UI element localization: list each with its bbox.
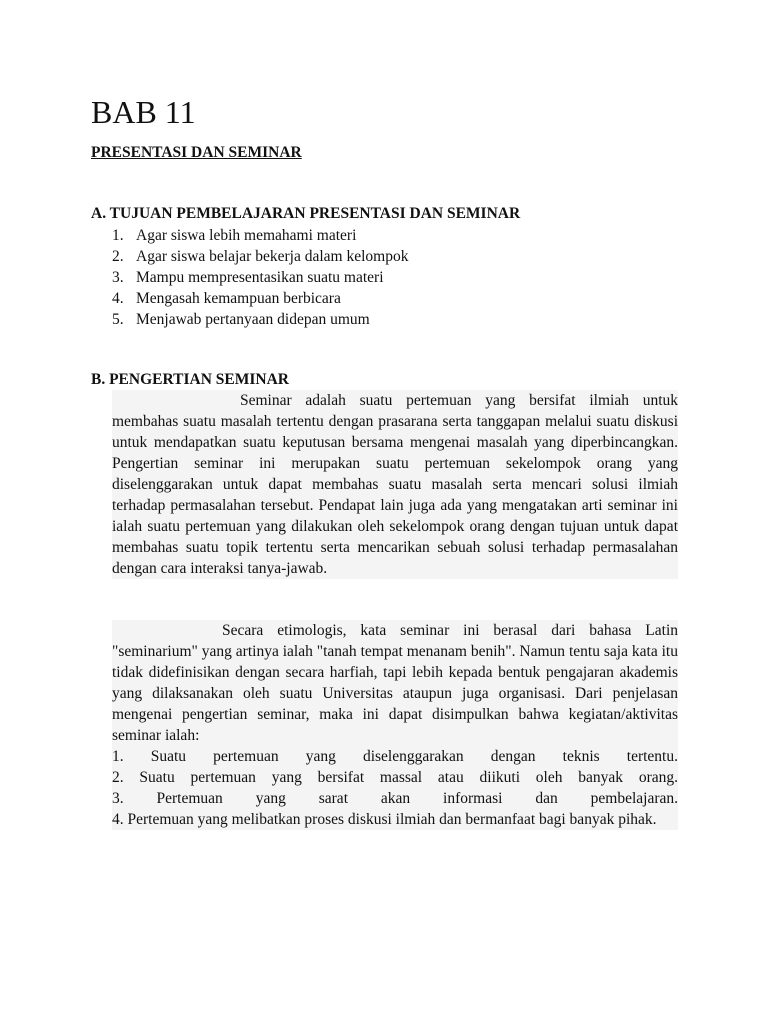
conclusion-list: [112, 746, 678, 830]
objectives-list: [112, 225, 408, 330]
section-a-heading: A. TUJUAN PEMBELAJARAN PRESENTASI DAN SEMINAR: [91, 205, 521, 222]
list-item: [112, 309, 408, 330]
list-item-number: 1.: [112, 227, 124, 244]
list-item-text: Agar siswa lebih memahami materi: [136, 227, 357, 244]
chapter-title: BAB 11: [91, 94, 196, 130]
section-b-heading: B. PENGERTIAN SEMINAR: [91, 371, 289, 388]
list-item-number: 4.: [112, 290, 124, 307]
list-item-number: 3.: [112, 269, 124, 286]
chapter-subtitle: PRESENTASI DAN SEMINAR: [91, 144, 302, 161]
conclusion-item: 2. Suatu pertemuan yang bersifat massal atau diikuti oleh banyak orang.: [112, 769, 678, 786]
list-item: [112, 225, 408, 246]
list-item-text: Mengasah kemampuan berbicara: [136, 290, 341, 307]
list-item-text: Mampu mempresentasikan suatu materi: [136, 269, 384, 286]
etymology-paragraph: Secara etimologis, kata seminar ini berasal dari bahasa Latin "seminarium" yang artinya ialah "tanah tempat menanam benih". Namun tentu saja kata itu tidak didefinisikan dengan secara harfiah, tapi lebih kepada bentuk pengajaran akademis yang dilaksanakan oleh suatu Universitas ataupun juga organisasi. Dari penjelasan mengenai pengertian seminar, maka ini dapat disimpulkan bahwa kegiatan/aktivitas seminar ialah:: [112, 622, 678, 744]
list-item-number: 2.: [112, 248, 124, 265]
list-item: [112, 288, 408, 309]
conclusion-item: 3. Pertemuan yang sarat akan informasi dan pembelajaran.: [112, 790, 678, 807]
list-item-text: Agar siswa belajar bekerja dalam kelompok: [136, 248, 409, 265]
list-item-text: Menjawab pertanyaan didepan umum: [136, 311, 370, 328]
conclusion-item: 4. Pertemuan yang melibatkan proses diskusi ilmiah dan bermanfaat bagi banyak pihak.: [112, 811, 657, 828]
conclusion-item: 1. Suatu pertemuan yang diselenggarakan dengan teknis tertentu.: [112, 748, 678, 765]
list-item-number: 5.: [112, 311, 124, 328]
list-item: [112, 246, 408, 267]
seminar-definition-paragraph: Seminar adalah suatu pertemuan yang bersifat ilmiah untuk membahas suatu masalah tertentu dengan prasarana serta tanggapan melalui suatu diskusi untuk mendapatkan suatu keputusan bersama mengenai masalah yang diperbincangkan. Pengertian seminar ini merupakan suatu pertemuan sekelompok orang yang diselenggarakan untuk dapat membahas suatu masalah serta mencari solusi ilmiah terhadap permasalahan tersebut. Pendapat lain juga ada yang mengatakan arti seminar ini ialah suatu pertemuan yang dilakukan oleh sekelompok orang dengan tujuan untuk dapat membahas suatu topik tertentu serta mencarikan sebuah solusi terhadap permasalahan dengan cara interaksi tanya-jawab.: [112, 392, 678, 577]
list-item: [112, 267, 408, 288]
